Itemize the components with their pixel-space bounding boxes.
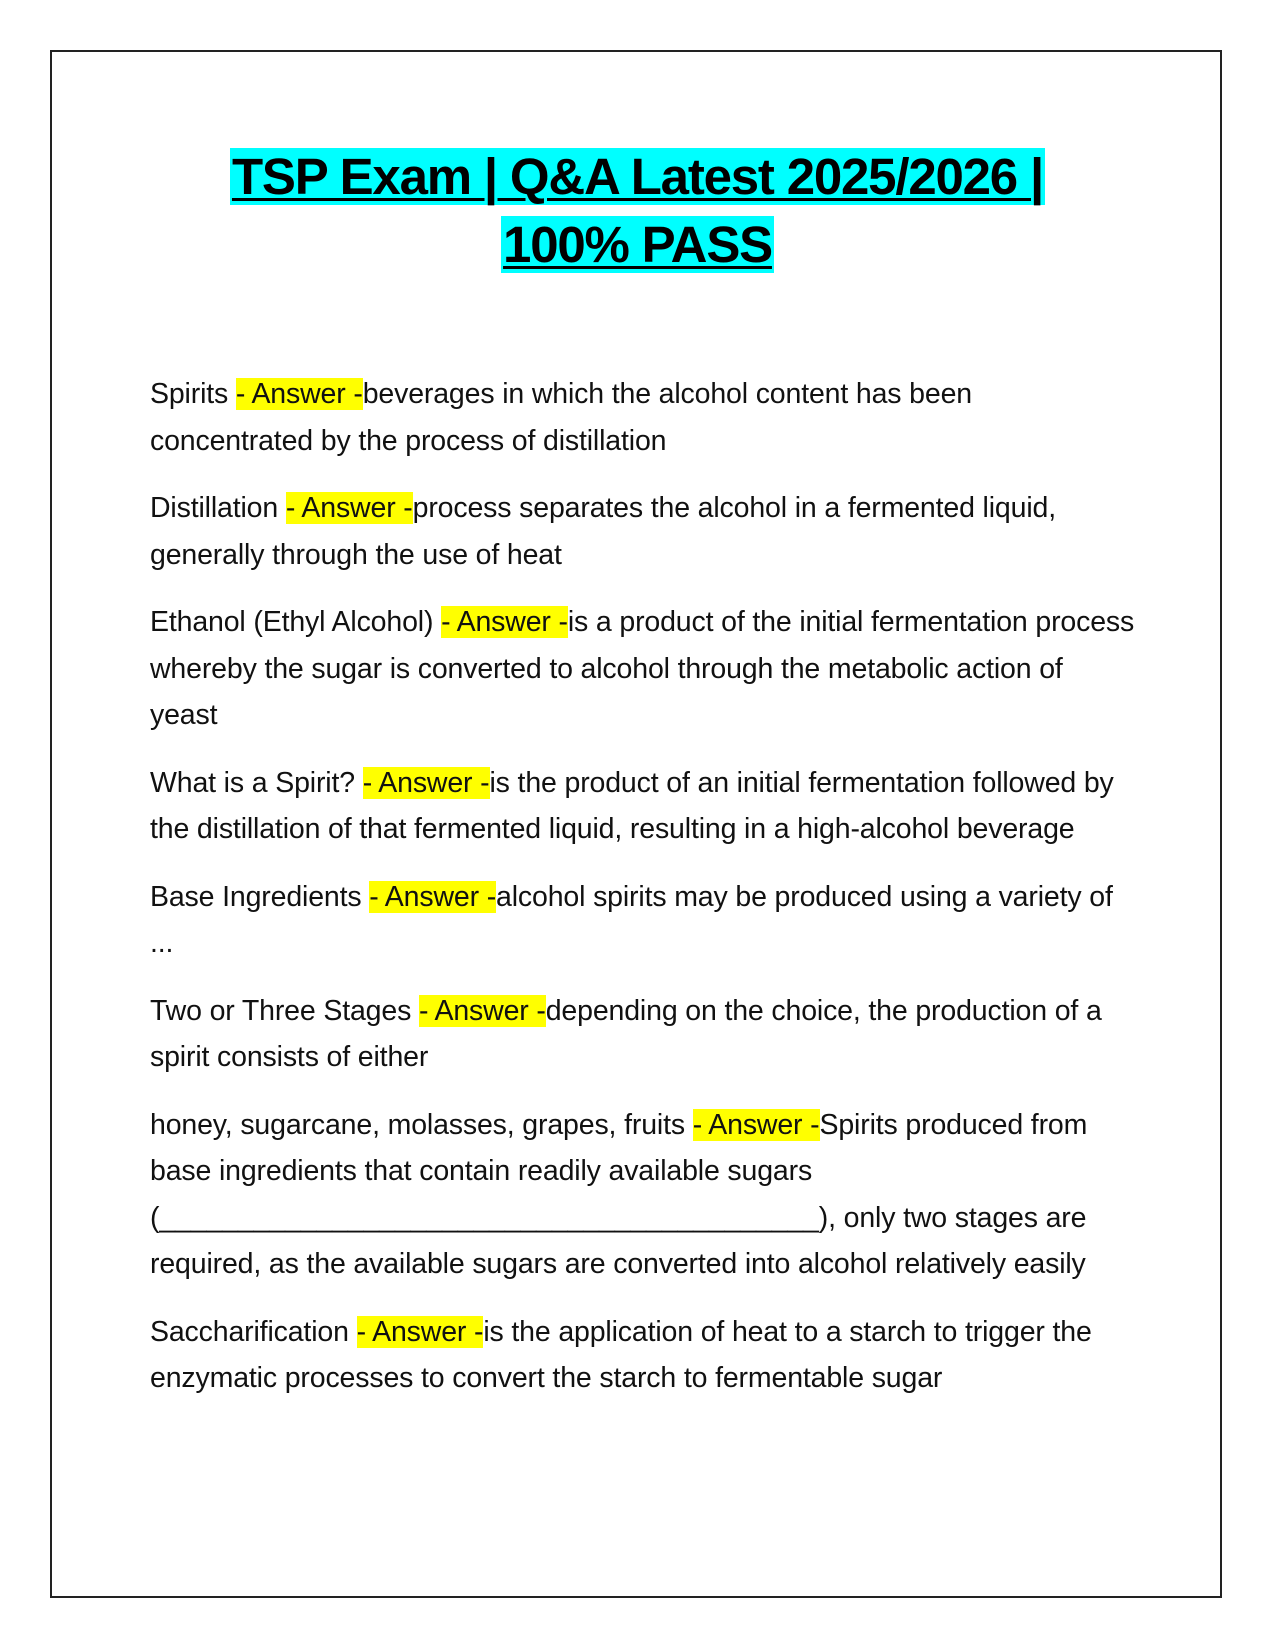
- qa-definition-part1: Spirits produced from base ingredients that contain readily available sugars: [150, 1108, 1088, 1187]
- answer-label: - Answer -: [356, 1315, 484, 1348]
- fill-in-blank: (__________________________________________): [150, 1201, 829, 1234]
- qa-definition: is a product of the initial fermentation process whereby the sugar is converted to alcohol through the metabolic action of yeast: [150, 606, 1135, 731]
- qa-list: [150, 371, 1135, 1423]
- qa-definition: is the product of an initial fermentation followed by the distillation of that fermented liquid, resulting in a high-alcohol beverage: [150, 766, 1114, 845]
- answer-label: - Answer -: [441, 606, 568, 638]
- qa-definition: process separates the alcohol in a fermented liquid, generally through the use of heat: [150, 492, 1056, 571]
- qa-item: [150, 1102, 1135, 1288]
- qa-term: Distillation: [150, 492, 286, 524]
- title-line-1: TSP Exam | Q&A Latest 2025/2026 |: [231, 148, 1044, 205]
- qa-definition-part2: , only two stages are required, as the available sugars are converted into alcohol relatively easily: [150, 1201, 1087, 1280]
- qa-item: [150, 485, 1135, 578]
- answer-label: - Answer -: [362, 766, 490, 799]
- qa-definition: is the application of heat to a starch to trigger the enzymatic processes to convert the starch to fermentable sugar: [150, 1315, 1092, 1394]
- qa-item: [150, 1309, 1135, 1402]
- qa-item: [150, 599, 1135, 739]
- title-line-2: 100% PASS: [503, 216, 772, 273]
- answer-label: - Answer -: [235, 378, 363, 410]
- qa-term: Base Ingredients: [150, 880, 370, 913]
- qa-item: [150, 371, 1135, 464]
- qa-term: Saccharification: [150, 1315, 357, 1348]
- answer-label: - Answer -: [285, 492, 413, 524]
- qa-item: [150, 760, 1135, 853]
- qa-term: honey, sugarcane, molasses, grapes, fruits: [150, 1108, 693, 1141]
- qa-definition: alcohol spirits may be produced using a variety of ...: [150, 880, 1113, 959]
- qa-item: [150, 874, 1135, 967]
- answer-label: - Answer -: [418, 994, 546, 1027]
- qa-definition: depending on the choice, the production of a spirit consists of either: [150, 994, 1102, 1073]
- document-title: [80, 143, 1195, 279]
- qa-term: Ethanol (Ethyl Alcohol): [150, 606, 442, 638]
- answer-label: - Answer -: [369, 880, 497, 913]
- qa-term: Spirits: [150, 378, 236, 410]
- answer-label: - Answer -: [692, 1108, 820, 1141]
- qa-definition: beverages in which the alcohol content has been concentrated by the process of distillation: [150, 378, 972, 457]
- qa-term: Two or Three Stages: [150, 994, 419, 1027]
- qa-item: [150, 988, 1135, 1081]
- qa-term: What is a Spirit?: [150, 766, 363, 799]
